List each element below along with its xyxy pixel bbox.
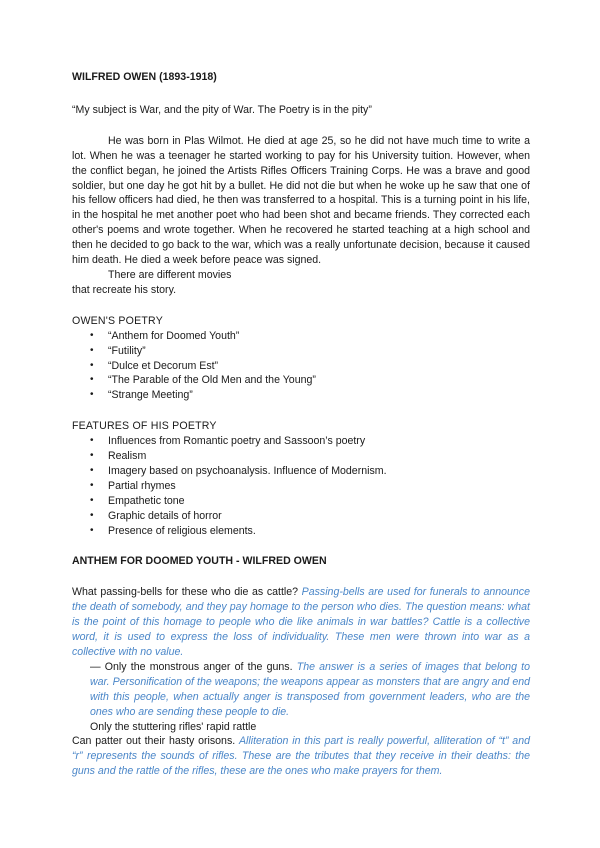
features-heading: FEATURES OF HIS POETRY (72, 420, 217, 433)
poem-line-1: What passing-bells for these who die as cattle? (72, 586, 299, 599)
poem-stanza-1 (72, 585, 530, 660)
poem-line-4: Can patter out their hasty orisons. (72, 735, 236, 748)
list-item: • Graphic details of horror (108, 509, 530, 524)
list-item: • Presence of religious elements. (108, 524, 530, 539)
document-title: WILFRED OWEN (1893-1918) (72, 71, 217, 83)
list-item: • “Strange Meeting” (108, 388, 530, 403)
list-item: • Realism (108, 449, 530, 464)
poem-line-2: — Only the monstrous anger of the guns. (90, 660, 293, 673)
list-item: • “Anthem for Doomed Youth” (108, 329, 530, 344)
list-item: • Partial rhymes (108, 479, 530, 494)
poem-stanza-4 (72, 734, 530, 779)
list-item: • Imagery based on psychoanalysis. Influence of Modernism. (108, 464, 530, 479)
poems-list (72, 329, 530, 404)
comment-4: Alliteration in this part is really powerful, alliteration of “t” and “r” represents the sounds of rifles. These are the tributes that they receive in their deaths: the guns and the rattle of the rifles, these are the ones who make prayers for them. (72, 735, 530, 778)
movies-line-1: There are different movies (108, 268, 232, 281)
biography-paragraph: He was born in Plas Wilmot. He died at age 25, so he did not have much time to write a lot. When he was a teenager he started working to pay for his University tuition. However, when the conflict began, he joined the Artists Rifles Officers Training Corps. He was a brave and good soldier, but one day he got hit by a bullet. He did not die but when he woke up he saw that one of his fellow officers had died, he then was transferred to a hospital. This is a turning point in his life, in the hospital he met another poet who had been shot and became friends. They corrected each other's poems and wrote together. When he recovered he started teaching at a high school and then he decided to go back to the war, which was a really unfortunate decision, because it caused him death. He died a week before peace was signed. (72, 134, 530, 267)
poetry-heading: OWEN'S POETRY (72, 314, 163, 327)
list-item: • “The Parable of the Old Men and the Young” (108, 373, 530, 388)
list-item: • Empathetic tone (108, 494, 530, 509)
list-item: • Influences from Romantic poetry and Sassoon’s poetry (108, 434, 530, 449)
owen-quote: “My subject is War, and the pity of War. The Poetry is in the pity” (72, 103, 372, 116)
movies-note (72, 268, 530, 298)
features-list (72, 434, 530, 538)
list-item: • “Dulce et Decorum Est” (108, 359, 530, 374)
anthem-heading: ANTHEM FOR DOOMED YOUTH - WILFRED OWEN (72, 555, 327, 568)
poem-stanza-2 (72, 660, 530, 720)
list-item: • “Futility” (108, 344, 530, 359)
document-page (72, 70, 530, 779)
poem-line-3: Only the stuttering rifles' rapid rattle (90, 720, 257, 733)
comment-2: The answer is a series of images that belong to war. Personification of the weapons; the weapons appear as monsters that are angry and end with this people, when actually anger is transposed from government leaders, who are the ones who are sending these people to die. (90, 660, 530, 718)
movies-line-2: that recreate his story. (72, 283, 177, 296)
comment-1: Passing-bells are used for funerals to announce the death of somebody, and they pay homage to the person who dies. The question means: what is the point of this homage to people who die like animals in war battles? Cattle is a collective word, it is used to express the loss of individuality. These men were thrown into war as a collective with no value. (72, 586, 530, 658)
